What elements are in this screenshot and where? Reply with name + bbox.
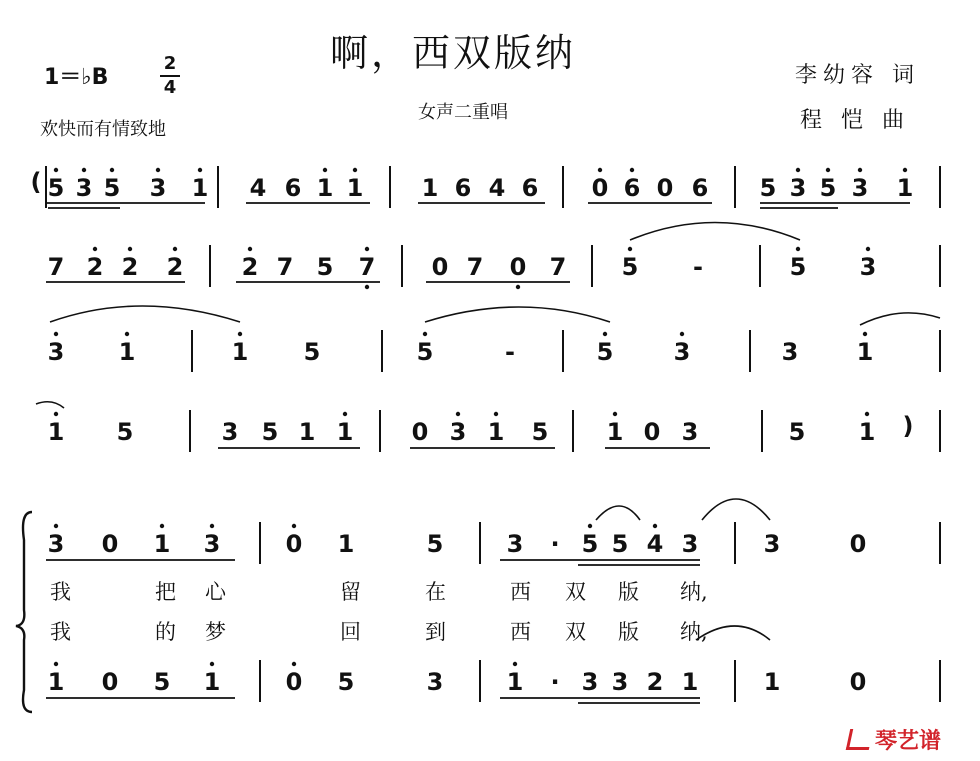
note-upper-16: 3 [763, 530, 781, 558]
note-lower-11: 3 [581, 668, 599, 696]
tie [36, 402, 64, 408]
tempo-marking: 欢快而有情致地 [40, 119, 166, 140]
note-line4-9: 3 [449, 418, 467, 446]
tie [860, 313, 940, 325]
lyric-syllable: 我 [50, 620, 71, 644]
note-lower-1: 0 [101, 668, 119, 696]
octave-dot [110, 168, 114, 172]
note-line2-5: 2 [241, 253, 259, 281]
lyric-syllable: 梦 [205, 620, 226, 644]
note-line1-6: 4 [249, 174, 267, 202]
octave-dot [54, 662, 58, 666]
octave-dot [292, 524, 296, 528]
octave-dot [613, 412, 617, 416]
note-line3-4: 5 [303, 338, 321, 366]
lyric-syllable: 西 [510, 580, 531, 604]
time-denominator: 4 [163, 77, 177, 98]
lyric-syllable: 的 [155, 620, 176, 644]
note-line4-1: 5 [116, 418, 134, 446]
octave-dot [858, 168, 862, 172]
lyric-syllable: 双 [565, 620, 586, 644]
octave-dot [54, 524, 58, 528]
note-line1-8: 1 [316, 174, 334, 202]
octave-dot [826, 168, 830, 172]
note-line2-3: 2 [166, 253, 184, 281]
octave-dot [598, 168, 602, 172]
octave-dot [863, 332, 867, 336]
tie [702, 499, 770, 520]
note-line4-6: 1 [336, 418, 354, 446]
note-line1-11: 1 [421, 174, 439, 202]
note-upper-10: · [550, 530, 560, 558]
lyric-syllable: 双 [565, 580, 586, 604]
octave-dot [866, 247, 870, 251]
tie [425, 307, 610, 322]
note-line1-9: 1 [346, 174, 364, 202]
octave-dot [54, 332, 58, 336]
note-upper-12: 5 [611, 530, 629, 558]
note-lower-17: 0 [849, 668, 867, 696]
logo-icon [846, 729, 873, 750]
note-upper-3: 3 [203, 530, 221, 558]
note-lower-2: 5 [153, 668, 171, 696]
note-line1-25: 1 [896, 174, 914, 202]
note-line2-19: 3 [859, 253, 877, 281]
octave-dot [343, 412, 347, 416]
octave-dot [198, 168, 202, 172]
note-line2-2: 2 [121, 253, 139, 281]
note-line1-16: 0 [591, 174, 609, 202]
note-line2-10: 0 [431, 253, 449, 281]
note-line1-19: 6 [691, 174, 709, 202]
note-line1-22: 3 [789, 174, 807, 202]
note-line3-0: 3 [47, 338, 65, 366]
octave-dot [796, 247, 800, 251]
close-parenthesis: ) [902, 412, 914, 440]
octave-dot [292, 662, 296, 666]
octave-dot [456, 412, 460, 416]
octave-dot [125, 332, 129, 336]
lyric-syllable: 纳, [680, 620, 708, 644]
note-upper-17: 0 [849, 530, 867, 558]
octave-dot [423, 332, 427, 336]
note-line2-18: 5 [789, 253, 807, 281]
note-lower-16: 1 [763, 668, 781, 696]
note-line1-14: 6 [521, 174, 539, 202]
note-upper-6: 1 [337, 530, 355, 558]
song-title: 啊，西双版纳 [330, 31, 577, 75]
note-upper-5: 0 [285, 530, 303, 558]
note-line2-6: 7 [276, 253, 294, 281]
note-upper-13: 4 [646, 530, 664, 558]
note-line3-6: 5 [416, 338, 434, 366]
note-line1-18: 0 [656, 174, 674, 202]
note-upper-0: 3 [47, 530, 65, 558]
note-lower-6: 5 [337, 668, 355, 696]
composer-credit: 程 恺 曲 [800, 108, 910, 133]
note-lower-0: 1 [47, 668, 65, 696]
octave-dot [353, 168, 357, 172]
note-upper-7: 5 [426, 530, 444, 558]
lyric-syllable: 把 [155, 580, 176, 604]
note-lower-14: 1 [681, 668, 699, 696]
note-line2-16: - [693, 253, 703, 281]
octave-dot [82, 168, 86, 172]
lyric-syllable: 我 [50, 580, 71, 604]
note-line4-17: 5 [788, 418, 806, 446]
octave-dot [210, 662, 214, 666]
time-numerator: 2 [163, 53, 177, 74]
open-parenthesis: ( [30, 168, 42, 196]
note-line1-21: 5 [759, 174, 777, 202]
tie [596, 506, 640, 520]
octave-dot [516, 285, 520, 289]
octave-dot [603, 332, 607, 336]
octave-dot [210, 524, 214, 528]
note-line4-11: 5 [531, 418, 549, 446]
note-line2-11: 7 [466, 253, 484, 281]
tie [50, 306, 240, 322]
note-line4-8: 0 [411, 418, 429, 446]
system-brace [16, 512, 32, 712]
subtitle: 女声二重唱 [418, 102, 508, 123]
note-line3-9: 5 [596, 338, 614, 366]
note-lower-7: 3 [426, 668, 444, 696]
note-line2-0: 7 [47, 253, 65, 281]
octave-dot [865, 412, 869, 416]
note-line2-15: 5 [621, 253, 639, 281]
key-signature: 1＝♭B [44, 65, 109, 90]
lyricist-credit: 李幼容 词 [795, 63, 920, 88]
note-lower-13: 2 [646, 668, 664, 696]
octave-dot [365, 247, 369, 251]
note-line2-12: 0 [509, 253, 527, 281]
lyric-syllable: 在 [425, 580, 446, 604]
watermark-text: 琴艺谱 [875, 729, 942, 754]
note-line1-23: 5 [819, 174, 837, 202]
note-line4-0: 1 [47, 418, 65, 446]
note-line1-17: 6 [623, 174, 641, 202]
note-line4-18: 1 [858, 418, 876, 446]
note-upper-14: 3 [681, 530, 699, 558]
watermark-logo [848, 724, 941, 755]
note-line1-1: 3 [75, 174, 93, 202]
note-upper-2: 1 [153, 530, 171, 558]
note-line1-2: 5 [103, 174, 121, 202]
note-upper-9: 3 [506, 530, 524, 558]
octave-dot [628, 247, 632, 251]
note-line3-1: 1 [118, 338, 136, 366]
octave-dot [653, 524, 657, 528]
note-line1-13: 4 [488, 174, 506, 202]
note-line1-0: 5 [47, 174, 65, 202]
note-line2-1: 2 [86, 253, 104, 281]
note-line1-7: 6 [284, 174, 302, 202]
octave-dot [173, 247, 177, 251]
lyric-syllable: 到 [425, 620, 446, 644]
octave-dot [630, 168, 634, 172]
note-lower-3: 1 [203, 668, 221, 696]
lyric-syllable: 留 [340, 580, 361, 604]
octave-dot [54, 412, 58, 416]
note-line1-3: 3 [149, 174, 167, 202]
note-line3-10: 3 [673, 338, 691, 366]
note-line2-7: 5 [316, 253, 334, 281]
note-line3-12: 3 [781, 338, 799, 366]
octave-dot [323, 168, 327, 172]
lyric-syllable: 心 [205, 580, 226, 604]
note-line3-13: 1 [856, 338, 874, 366]
note-line2-8: 7 [358, 253, 376, 281]
note-line4-13: 1 [606, 418, 624, 446]
octave-dot [128, 247, 132, 251]
octave-dot [680, 332, 684, 336]
note-line4-5: 1 [298, 418, 316, 446]
octave-dot [365, 285, 369, 289]
note-line1-12: 6 [454, 174, 472, 202]
note-line4-10: 1 [487, 418, 505, 446]
octave-dot [796, 168, 800, 172]
note-upper-11: 5 [581, 530, 599, 558]
octave-dot [54, 168, 58, 172]
lyric-syllable: 版 [618, 580, 639, 604]
octave-dot [238, 332, 242, 336]
note-line3-7: - [505, 338, 515, 366]
octave-dot [513, 662, 517, 666]
note-line3-3: 1 [231, 338, 249, 366]
note-line4-3: 3 [221, 418, 239, 446]
octave-dot [248, 247, 252, 251]
note-line4-4: 5 [261, 418, 279, 446]
note-lower-9: 1 [506, 668, 524, 696]
note-line1-24: 3 [851, 174, 869, 202]
note-lower-5: 0 [285, 668, 303, 696]
note-lower-12: 3 [611, 668, 629, 696]
lyric-syllable: 西 [510, 620, 531, 644]
note-line2-13: 7 [549, 253, 567, 281]
octave-dot [160, 524, 164, 528]
note-line1-4: 1 [191, 174, 209, 202]
note-lower-10: · [550, 668, 560, 696]
tie [630, 223, 800, 241]
lyric-syllable: 回 [340, 620, 361, 644]
note-line4-15: 3 [681, 418, 699, 446]
octave-dot [494, 412, 498, 416]
octave-dot [903, 168, 907, 172]
note-line4-14: 0 [643, 418, 661, 446]
note-upper-1: 0 [101, 530, 119, 558]
octave-dot [588, 524, 592, 528]
lyric-syllable: 纳, [680, 580, 708, 604]
octave-dot [156, 168, 160, 172]
octave-dot [93, 247, 97, 251]
lyric-syllable: 版 [618, 620, 639, 644]
